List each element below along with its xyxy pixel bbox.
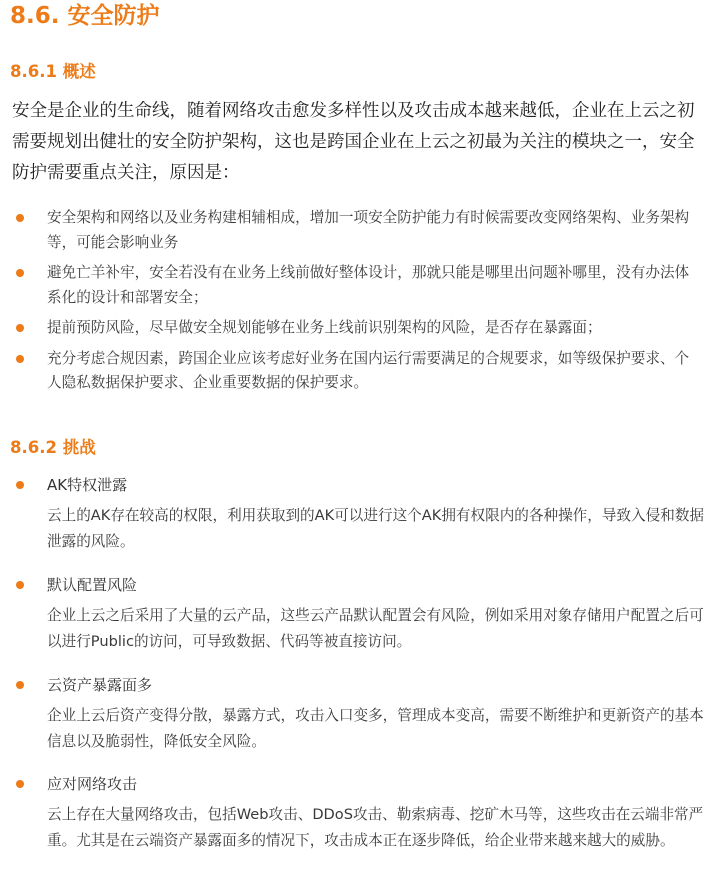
challenge-description: 企业上云之后采用了大量的云产品，这些云产品默认配置会有风险，例如采用对象存储用户配置之后可以进行Public的访问，可导致数据、代码等被直接访问。 (47, 607, 704, 650)
challenge-description: 云上存在大量网络攻击，包括Web攻击、DDoS攻击、勒索病毒、挖矿木马等，这些攻击在云端非常严重。尤其是在云端资产暴露面多的情况下，攻击成本正在逐步降低，给企业带来越来越大的威胁。 (47, 806, 704, 849)
challenge-title: 默认配置风险 (47, 576, 138, 594)
challenge-description: 云上的AK存在较高的权限，利用获取到的AK可以进行这个AK拥有权限内的各种操作，导致入侵和数据泄露的风险。 (47, 507, 705, 550)
challenges-heading: 8.6.2 挑战 (10, 438, 96, 457)
challenge-item (0, 573, 713, 655)
overview-intro: 安全是企业的生命线，随着网络攻击愈发多样性以及攻击成本越来越低，企业在上云之初需要规划出健壮的安全防护架构，这也是跨国企业在上云之初最为关注的模块之一，安全防护需要重点关注，原因是： (12, 101, 695, 183)
bullet-dot-icon (16, 269, 24, 277)
bullet-text: 安全架构和网络以及业务构建相辅相成，增加一项安全防护能力有时候需要改变网络架构、业务架构等，可能会影响业务 (47, 209, 690, 251)
challenge-title-row (0, 473, 713, 497)
list-item (0, 261, 713, 310)
bullet-dot-icon (16, 214, 24, 222)
list-item (0, 206, 713, 255)
section-title: 8.6. 安全防护 (10, 3, 160, 29)
challenge-title: 云资产暴露面多 (47, 676, 153, 694)
list-item (0, 316, 713, 341)
challenge-item (0, 673, 713, 755)
challenge-title-row (0, 573, 713, 597)
bullet-text: 避免亡羊补牢，安全若没有在业务上线前做好整体设计，那就只能是哪里出问题补哪里，没有办法体系化的设计和部署安全； (47, 264, 690, 306)
bullet-dot-icon (16, 780, 24, 788)
list-item (0, 347, 713, 396)
bullet-dot-icon (16, 581, 24, 589)
challenge-item (0, 473, 713, 555)
challenge-title: 应对网络攻击 (47, 775, 138, 793)
overview-heading: 8.6.1 概述 (10, 62, 96, 81)
bullet-dot-icon (16, 355, 24, 363)
bullet-dot-icon (16, 681, 24, 689)
overview-bullet-list (0, 206, 713, 396)
bullet-dot-icon (16, 324, 24, 332)
challenge-title-row (0, 772, 713, 796)
challenge-title-row (0, 673, 713, 697)
challenge-description: 企业上云后资产变得分散，暴露方式，攻击入口变多，管理成本变高，需要不断维护和更新资产的基本信息以及脆弱性，降低安全风险。 (47, 707, 704, 750)
bullet-dot-icon (16, 481, 24, 489)
bullet-text: 充分考虑合规因素，跨国企业应该考虑好业务在国内运行需要满足的合规要求，如等级保护要求、个人隐私数据保护要求、企业重要数据的保护要求。 (47, 349, 690, 391)
challenge-title: AK特权泄露 (47, 476, 128, 494)
bullet-text: 提前预防风险，尽早做安全规划能够在业务上线前识别架构的风险，是否存在暴露面； (47, 319, 602, 336)
challenge-item (0, 772, 713, 854)
